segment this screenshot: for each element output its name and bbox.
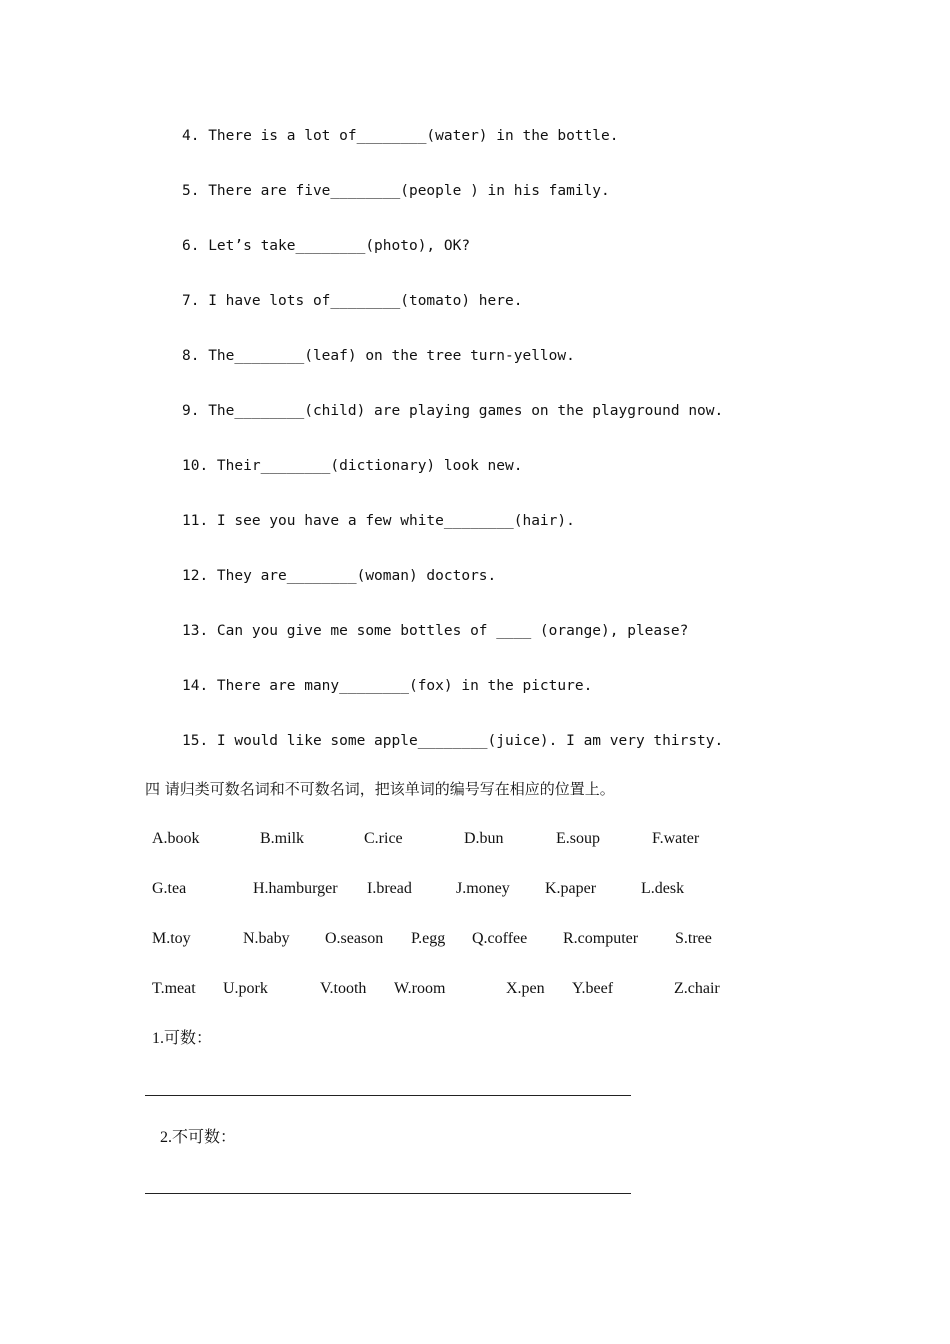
question-12: 12. They are________(woman) doctors. xyxy=(182,568,497,584)
option-n: N.baby xyxy=(243,930,290,947)
option-h: H.hamburger xyxy=(253,880,338,897)
option-q: Q.coffee xyxy=(472,930,528,947)
question-9: 9. The________(child) are playing games on the playground now. xyxy=(182,403,724,419)
section-four-title: 四 请归类可数名词和不可数名词，把该单词的编号写在相应的位置上。 xyxy=(145,780,615,798)
question-5: 5. There are five________(people ) in his family. xyxy=(182,183,610,199)
option-r: R.computer xyxy=(563,930,639,947)
uncountable-answer-line[interactable] xyxy=(145,1193,631,1194)
countable-answer-line[interactable] xyxy=(145,1095,631,1096)
option-w: W.room xyxy=(394,980,446,997)
option-e: E.soup xyxy=(556,830,600,847)
option-x: X.pen xyxy=(506,980,545,997)
countable-label: 1.可数： xyxy=(152,1030,213,1047)
option-a: A.book xyxy=(152,830,200,847)
option-d: D.bun xyxy=(464,830,504,847)
question-13: 13. Can you give me some bottles of ____ (orange), please? xyxy=(182,623,689,639)
question-10: 10. Their________(dictionary) look new. xyxy=(182,458,523,474)
uncountable-label: 2.不可数： xyxy=(160,1129,237,1146)
question-7: 7. I have lots of________(tomato) here. xyxy=(182,293,523,309)
question-15: 15. I would like some apple________(juice). I am very thirsty. xyxy=(182,733,724,749)
option-s: S.tree xyxy=(675,930,712,947)
option-g: G.tea xyxy=(152,880,187,897)
option-p: P.egg xyxy=(411,930,446,947)
option-j: J.money xyxy=(456,880,510,897)
option-u: U.pork xyxy=(223,980,268,997)
question-14: 14. There are many________(fox) in the picture. xyxy=(182,678,593,694)
option-o: O.season xyxy=(325,930,384,947)
option-t: T.meat xyxy=(152,980,196,997)
option-i: I.bread xyxy=(367,880,412,897)
option-f: F.water xyxy=(652,830,700,847)
option-k: K.paper xyxy=(545,880,597,897)
option-b: B.milk xyxy=(260,830,305,847)
question-8: 8. The________(leaf) on the tree turn-yellow. xyxy=(182,348,575,364)
question-4: 4. There is a lot of________(water) in the bottle. xyxy=(182,128,619,144)
question-6: 6. Let’s take________(photo), OK? xyxy=(182,238,471,254)
option-z: Z.chair xyxy=(674,980,720,997)
option-c: C.rice xyxy=(364,830,403,847)
question-11: 11. I see you have a few white________(hair). xyxy=(182,513,575,529)
option-v: V.tooth xyxy=(320,980,367,997)
option-y: Y.beef xyxy=(572,980,614,997)
option-m: M.toy xyxy=(152,930,191,947)
option-l: L.desk xyxy=(641,880,685,897)
